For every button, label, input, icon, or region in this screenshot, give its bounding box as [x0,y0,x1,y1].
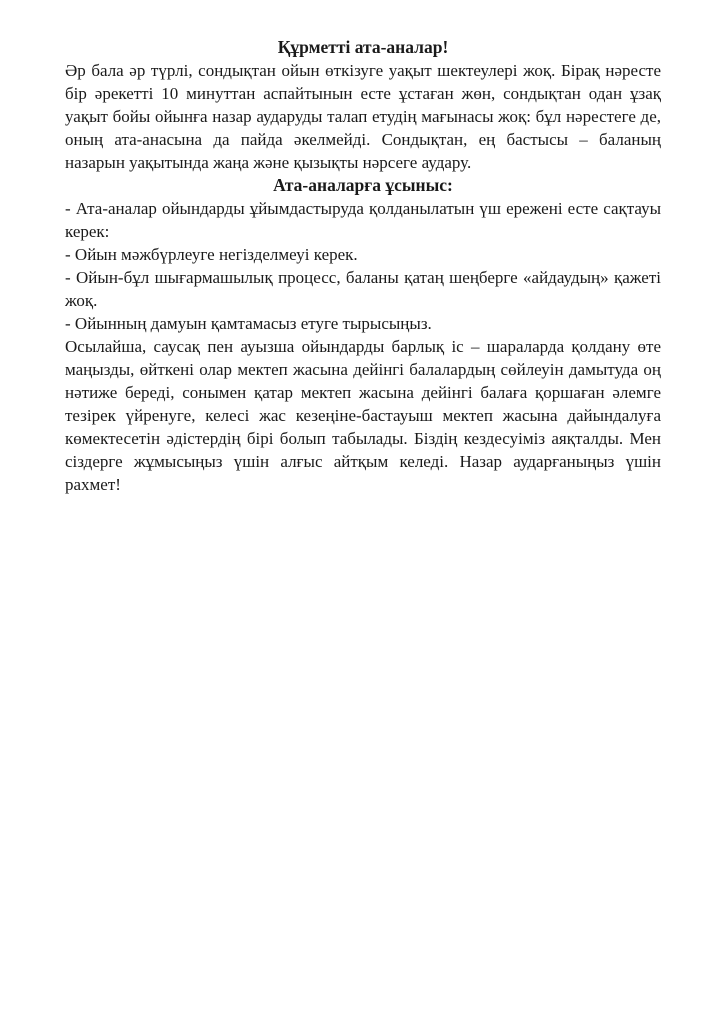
closing-paragraph: Осылайша, саусақ пен ауызша ойындарды барлық іс – шараларда қолдану өте маңызды, өйткені олар мектеп жасына дейінгі балалардың сөйлеуін дамытуда оң нәтиже береді, сонымен қатар мектеп жасына дейінгі балаға қоршаған әлемге тезірек үйренуге, келесі жас кезеңіне-бастауыш мектеп жасына дайындалуға көмектесетін әдістердің бірі болып табылады. Біздің кездесуіміз аяқталды. Мен сіздерге жұмысыңыз үшін алғыс айтқым келеді. Назар аударғаныңыз үшін рахмет! [65,337,661,494]
section-heading: Ата-аналарға ұсыныс: [273,175,453,195]
document-title: Құрметті ата-аналар! [277,37,449,57]
list-item-3: - Ойын-бұл шығармашылық процесс, баланы қатаң шеңберге «айдаудың» қажеті жоқ. [65,268,661,310]
list-item-1: - Ата-аналар ойындарды ұйымдастыруда қолданылатын үш ережені есте сақтауы керек: [65,199,661,241]
list-item-2: - Ойын мәжбүрлеуге негізделмеуі керек. [65,245,358,264]
list-item-4: - Ойынның дамуын қамтамасыз етуге тырысыңыз. [65,314,432,333]
intro-paragraph: Әр бала әр түрлі, сондықтан ойын өткізуге уақыт шектеулері жоқ. Бірақ нәресте бір әрекетті 10 минуттан аспайтынын есте ұстаған жөн, сондықтан одан ұзақ уақыт бойы ойынға назар аударуды талап етудің мағынасы жоқ: бұл нәрестеге де, оның ата-анасына да пайда әкелмейді. Сондықтан, ең бастысы – баланың назарын уақытында жаңа және қызықты нәрсеге аудару. [65,61,661,172]
